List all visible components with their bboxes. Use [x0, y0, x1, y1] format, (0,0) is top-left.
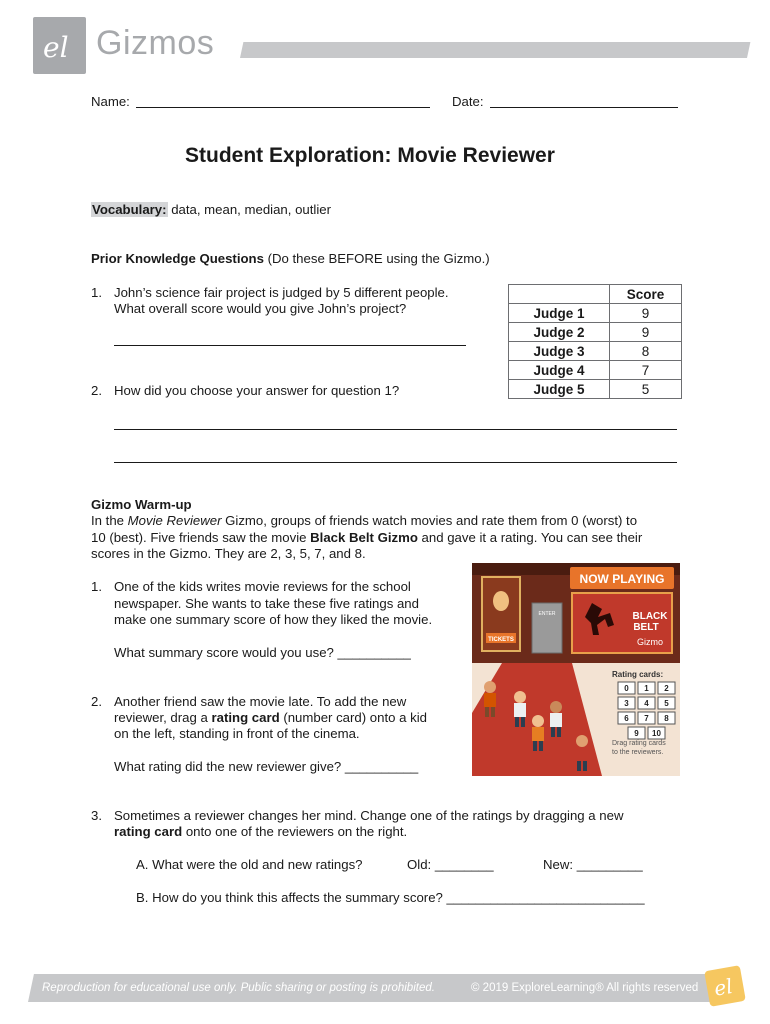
table-row — [509, 342, 682, 361]
judge-score: 5 — [610, 380, 682, 399]
wu-q3a-text: A. What were the old and new ratings? — [136, 857, 363, 872]
brand-title: Gizmos — [96, 24, 215, 62]
q3-text: onto one of the reviewers on the right. — [182, 824, 408, 839]
pk-q2-answer-line-1[interactable] — [114, 429, 677, 430]
wu-q2-line2 — [114, 710, 427, 726]
pk-q1-answer-line[interactable] — [114, 345, 466, 346]
prior-knowledge-note: (Do these BEFORE using the Gizmo.) — [267, 251, 490, 266]
rating-card-term: rating card — [211, 710, 280, 725]
name-field[interactable] — [136, 107, 430, 108]
pk-q1-line2: What overall score would you give John’s project? — [114, 301, 407, 316]
warmup-intro-line1 — [91, 513, 637, 529]
movie-title: Black Belt Gizmo — [310, 530, 418, 545]
gizmo-screenshot — [472, 563, 680, 776]
rating-card-label: 0 — [624, 684, 629, 693]
gizmo-name: Movie Reviewer — [127, 513, 222, 528]
poster-line1: BLACK — [632, 611, 668, 622]
wu-q1-number: 1. — [91, 579, 102, 594]
footer-logo — [704, 965, 746, 1007]
page-title: Student Exploration: Movie Reviewer — [185, 144, 555, 167]
wu-q1-line2: newspaper. She wants to take these five ratings and — [114, 596, 419, 611]
enter-sign: ENTER — [538, 611, 556, 617]
judges-score-table — [508, 284, 682, 399]
pk-q2-text: How did you choose your answer for question 1? — [114, 383, 400, 398]
vocabulary-terms: data, mean, median, outlier — [171, 202, 331, 217]
table-row — [509, 380, 682, 399]
intro-text: In the — [91, 513, 128, 528]
wu-q3-number: 3. — [91, 808, 102, 823]
prior-knowledge-title: Prior Knowledge Questions — [91, 251, 264, 266]
rating-card-label: 3 — [624, 699, 629, 708]
wu-q3a-new: New: _________ — [543, 857, 643, 872]
tickets-sign: TICKETS — [488, 637, 514, 643]
pk-q2-number: 2. — [91, 383, 102, 398]
intro-text: Gizmo, groups of friends watch movies and rate them from 0 (worst) to — [221, 513, 638, 528]
judge-name: Judge 1 — [509, 304, 610, 323]
wu-q1-prompt: What summary score would you use? __________ — [114, 645, 411, 660]
intro-text: and gave it a rating. You can see their — [417, 530, 643, 545]
name-label: Name: — [91, 94, 130, 109]
judge-score: 8 — [610, 342, 682, 361]
vocabulary-label: Vocabulary: — [92, 202, 167, 217]
judge-name: Judge 4 — [509, 361, 610, 380]
footer-copyright: © 2019 ExploreLearning® All rights reserved — [471, 982, 699, 994]
rating-card-label: 10 — [652, 729, 661, 738]
wu-q3b-text: B. How do you think this affects the summary score? ___________________________ — [136, 890, 645, 905]
rating-card-label: 5 — [664, 699, 669, 708]
date-field[interactable] — [490, 107, 678, 108]
table-row — [509, 304, 682, 323]
date-label: Date: — [452, 94, 484, 109]
drag-hint-line1: Drag rating cards — [612, 740, 666, 747]
judge-score: 9 — [610, 323, 682, 342]
warmup-intro-line2 — [91, 530, 642, 546]
now-playing-text: NOW PLAYING — [579, 572, 665, 586]
wu-q2-number: 2. — [91, 694, 102, 709]
wu-q2-prompt: What rating did the new reviewer give? __________ — [114, 759, 419, 774]
score-header: Score — [610, 285, 682, 304]
rating-card-term: rating card — [114, 824, 183, 839]
header-bar — [240, 42, 750, 58]
wu-q3a-old: Old: ________ — [407, 857, 494, 872]
poster-line2: BELT — [633, 622, 659, 633]
rating-cards-label: Rating cards: — [612, 670, 664, 679]
intro-text: 10 (best). Five friends saw the movie — [91, 530, 311, 545]
warmup-heading: Gizmo Warm-up — [91, 497, 192, 512]
judge-score: 9 — [610, 304, 682, 323]
rating-card-label: 9 — [634, 729, 639, 738]
rating-card-label: 1 — [644, 684, 649, 693]
explorelearning-logo — [33, 17, 86, 74]
footer-logo-text: el — [712, 973, 735, 1001]
drag-hint-line2: to the reviewers. — [612, 749, 664, 756]
wu-q2-line1: Another friend saw the movie late. To add the new — [114, 694, 407, 709]
q2-text: reviewer, drag a — [114, 710, 212, 725]
prior-knowledge-heading — [91, 251, 490, 267]
rating-card-label: 7 — [644, 714, 649, 723]
warmup-intro-line3: scores in the Gizmo. They are 2, 3, 5, 7, and 8. — [91, 546, 366, 561]
rating-card-label: 6 — [624, 714, 629, 723]
q2-text: (number card) onto a kid — [279, 710, 427, 725]
pk-q2-answer-line-2[interactable] — [114, 462, 677, 463]
rating-card-label: 2 — [664, 684, 669, 693]
footer-disclaimer: Reproduction for educational use only. Public sharing or posting is prohibited. — [42, 982, 435, 994]
table-corner-cell — [509, 285, 610, 304]
wu-q1-line3: make one summary score of how they liked the movie. — [114, 612, 433, 627]
judge-name: Judge 3 — [509, 342, 610, 361]
pk-q1-line1: John’s science fair project is judged by 5 different people. — [114, 285, 449, 300]
poster-line3: Gizmo — [636, 637, 664, 647]
logo-text: el — [43, 31, 69, 64]
table-row — [509, 323, 682, 342]
vocabulary-line — [91, 202, 331, 218]
wu-q2-line3: on the left, standing in front of the cinema. — [114, 726, 360, 741]
wu-q3-line2 — [114, 824, 407, 840]
judge-name: Judge 5 — [509, 380, 610, 399]
table-header-row — [509, 285, 682, 304]
rating-card-label: 8 — [664, 714, 669, 723]
rating-card-label: 4 — [644, 699, 649, 708]
judge-score: 7 — [610, 361, 682, 380]
pk-q1-number: 1. — [91, 285, 102, 300]
wu-q1-line1: One of the kids writes movie reviews for the school — [114, 579, 411, 594]
wu-q3-line1: Sometimes a reviewer changes her mind. Change one of the ratings by dragging a new — [114, 808, 624, 823]
judge-name: Judge 2 — [509, 323, 610, 342]
table-row — [509, 361, 682, 380]
